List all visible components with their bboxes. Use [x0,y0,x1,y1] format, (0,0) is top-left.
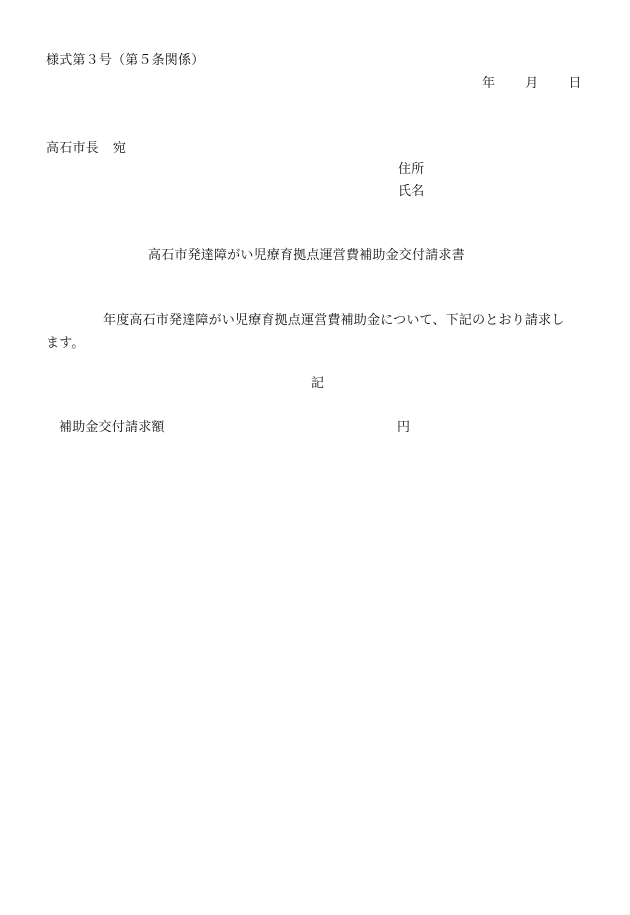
date-row [482,77,582,90]
addressee-suffix: 宛 [112,141,127,156]
date-day-label: 日 [568,76,582,91]
date-year-label: 年 [482,76,496,91]
date-month-label: 月 [525,76,539,91]
document-title: 高石市発達障がい児療育拠点運営費補助金交付請求書 [148,248,465,263]
applicant-name-label: 氏名 [398,184,425,199]
applicant-address-label: 住所 [398,162,425,177]
body-text-line-1: 年度高石市発達障がい児療育拠点運営費補助金について、下記のとおり請求し [103,313,565,328]
ki-heading: 記 [311,376,325,391]
body-text-line-2: ます。 [46,336,85,351]
amount-unit: 円 [397,420,411,435]
form-number: 様式第３号（第５条関係） [46,53,205,68]
addressee [46,142,126,155]
amount-label: 補助金交付請求額 [59,420,165,435]
addressee-name: 高石市長 [46,141,99,156]
